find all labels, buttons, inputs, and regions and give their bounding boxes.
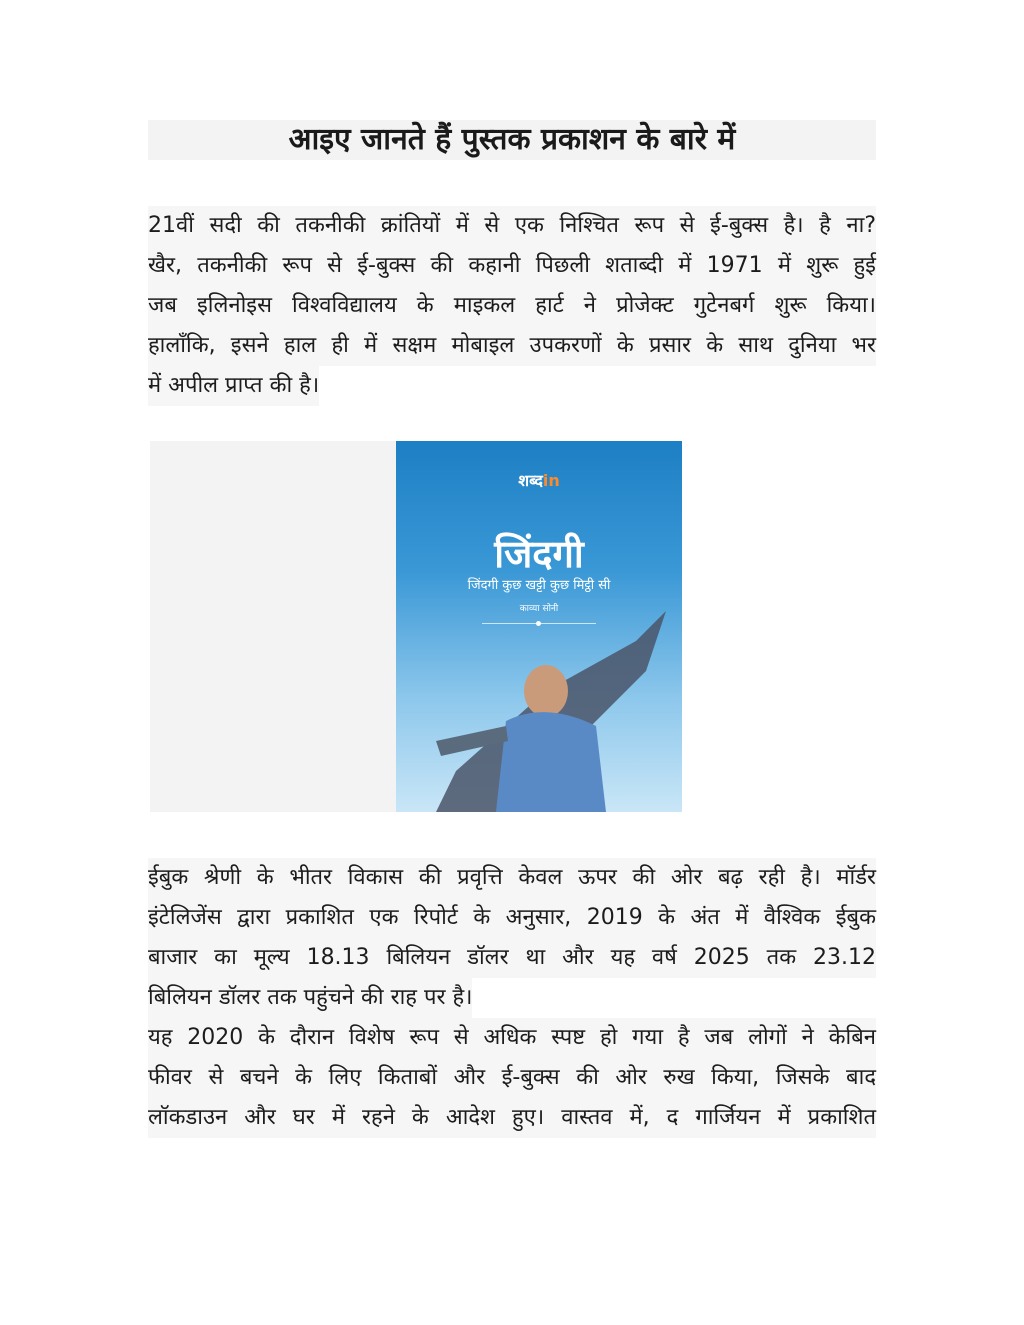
book-cover-image (396, 441, 682, 812)
text-line: इंटेलिजेंस द्वारा प्रकाशित एक रिपोर्ट के अनुसार, 2019 के अंत में वैश्विक ईबुक (148, 898, 876, 938)
text-line: लॉकडाउन और घर में रहने के आदेश हुए। वास्तव में, द गार्जियन में प्रकाशित (148, 1098, 876, 1138)
text-line: बिलियन डॉलर तक पहुंचने की राह पर है। (148, 978, 472, 1018)
paragraph-2020 (148, 1018, 876, 1138)
publisher-logo: शब्दin (518, 471, 560, 490)
text-line: में अपील प्राप्त की है। (148, 366, 319, 406)
text-line: यह 2020 के दौरान विशेष रूप से अधिक स्पष्ट हो गया है जब लोगों ने केबिन (148, 1018, 876, 1058)
paragraph-intro (148, 206, 876, 406)
paragraph-market (148, 858, 876, 1018)
text-line: बाजार का मूल्य 18.13 बिलियन डॉलर था और यह वर्ष 2025 तक 23.12 (148, 938, 876, 978)
page-title: आइए जानते हैं पुस्तक प्रकाशन के बारे में (288, 122, 736, 157)
text-line: 21वीं सदी की तकनीकी क्रांतियों में से एक निश्चित रूप से ई-बुक्स है। है ना? (148, 206, 876, 246)
text-line: खैर, तकनीकी रूप से ई-बुक्स की कहानी पिछली शताब्दी में 1971 में शुरू हुई (148, 246, 876, 286)
text-line: फीवर से बचने के लिए किताबों और ई-बुक्स की ओर रुख किया, जिसके बाद (148, 1058, 876, 1098)
text-line: हालाँकि, इसने हाल ही में सक्षम मोबाइल उपकरणों के प्रसार के साथ दुनिया भर (148, 326, 876, 366)
heading-band (148, 120, 876, 160)
book-author: काव्या सोनी (519, 604, 559, 614)
jumping-man-illustration (396, 441, 682, 812)
book-title: जिंदगी (494, 532, 584, 576)
book-subtitle: जिंदगी कुछ खट्टी कुछ मिट्ठी सी (467, 578, 611, 593)
text-line: ईबुक श्रेणी के भीतर विकास की प्रवृत्ति केवल ऊपर की ओर बढ़ रही है। मॉर्डर (148, 858, 876, 898)
text-line: जब इलिनोइस विश्वविद्यालय के माइकल हार्ट ने प्रोजेक्ट गुटेनबर्ग शुरू किया। (148, 286, 876, 326)
